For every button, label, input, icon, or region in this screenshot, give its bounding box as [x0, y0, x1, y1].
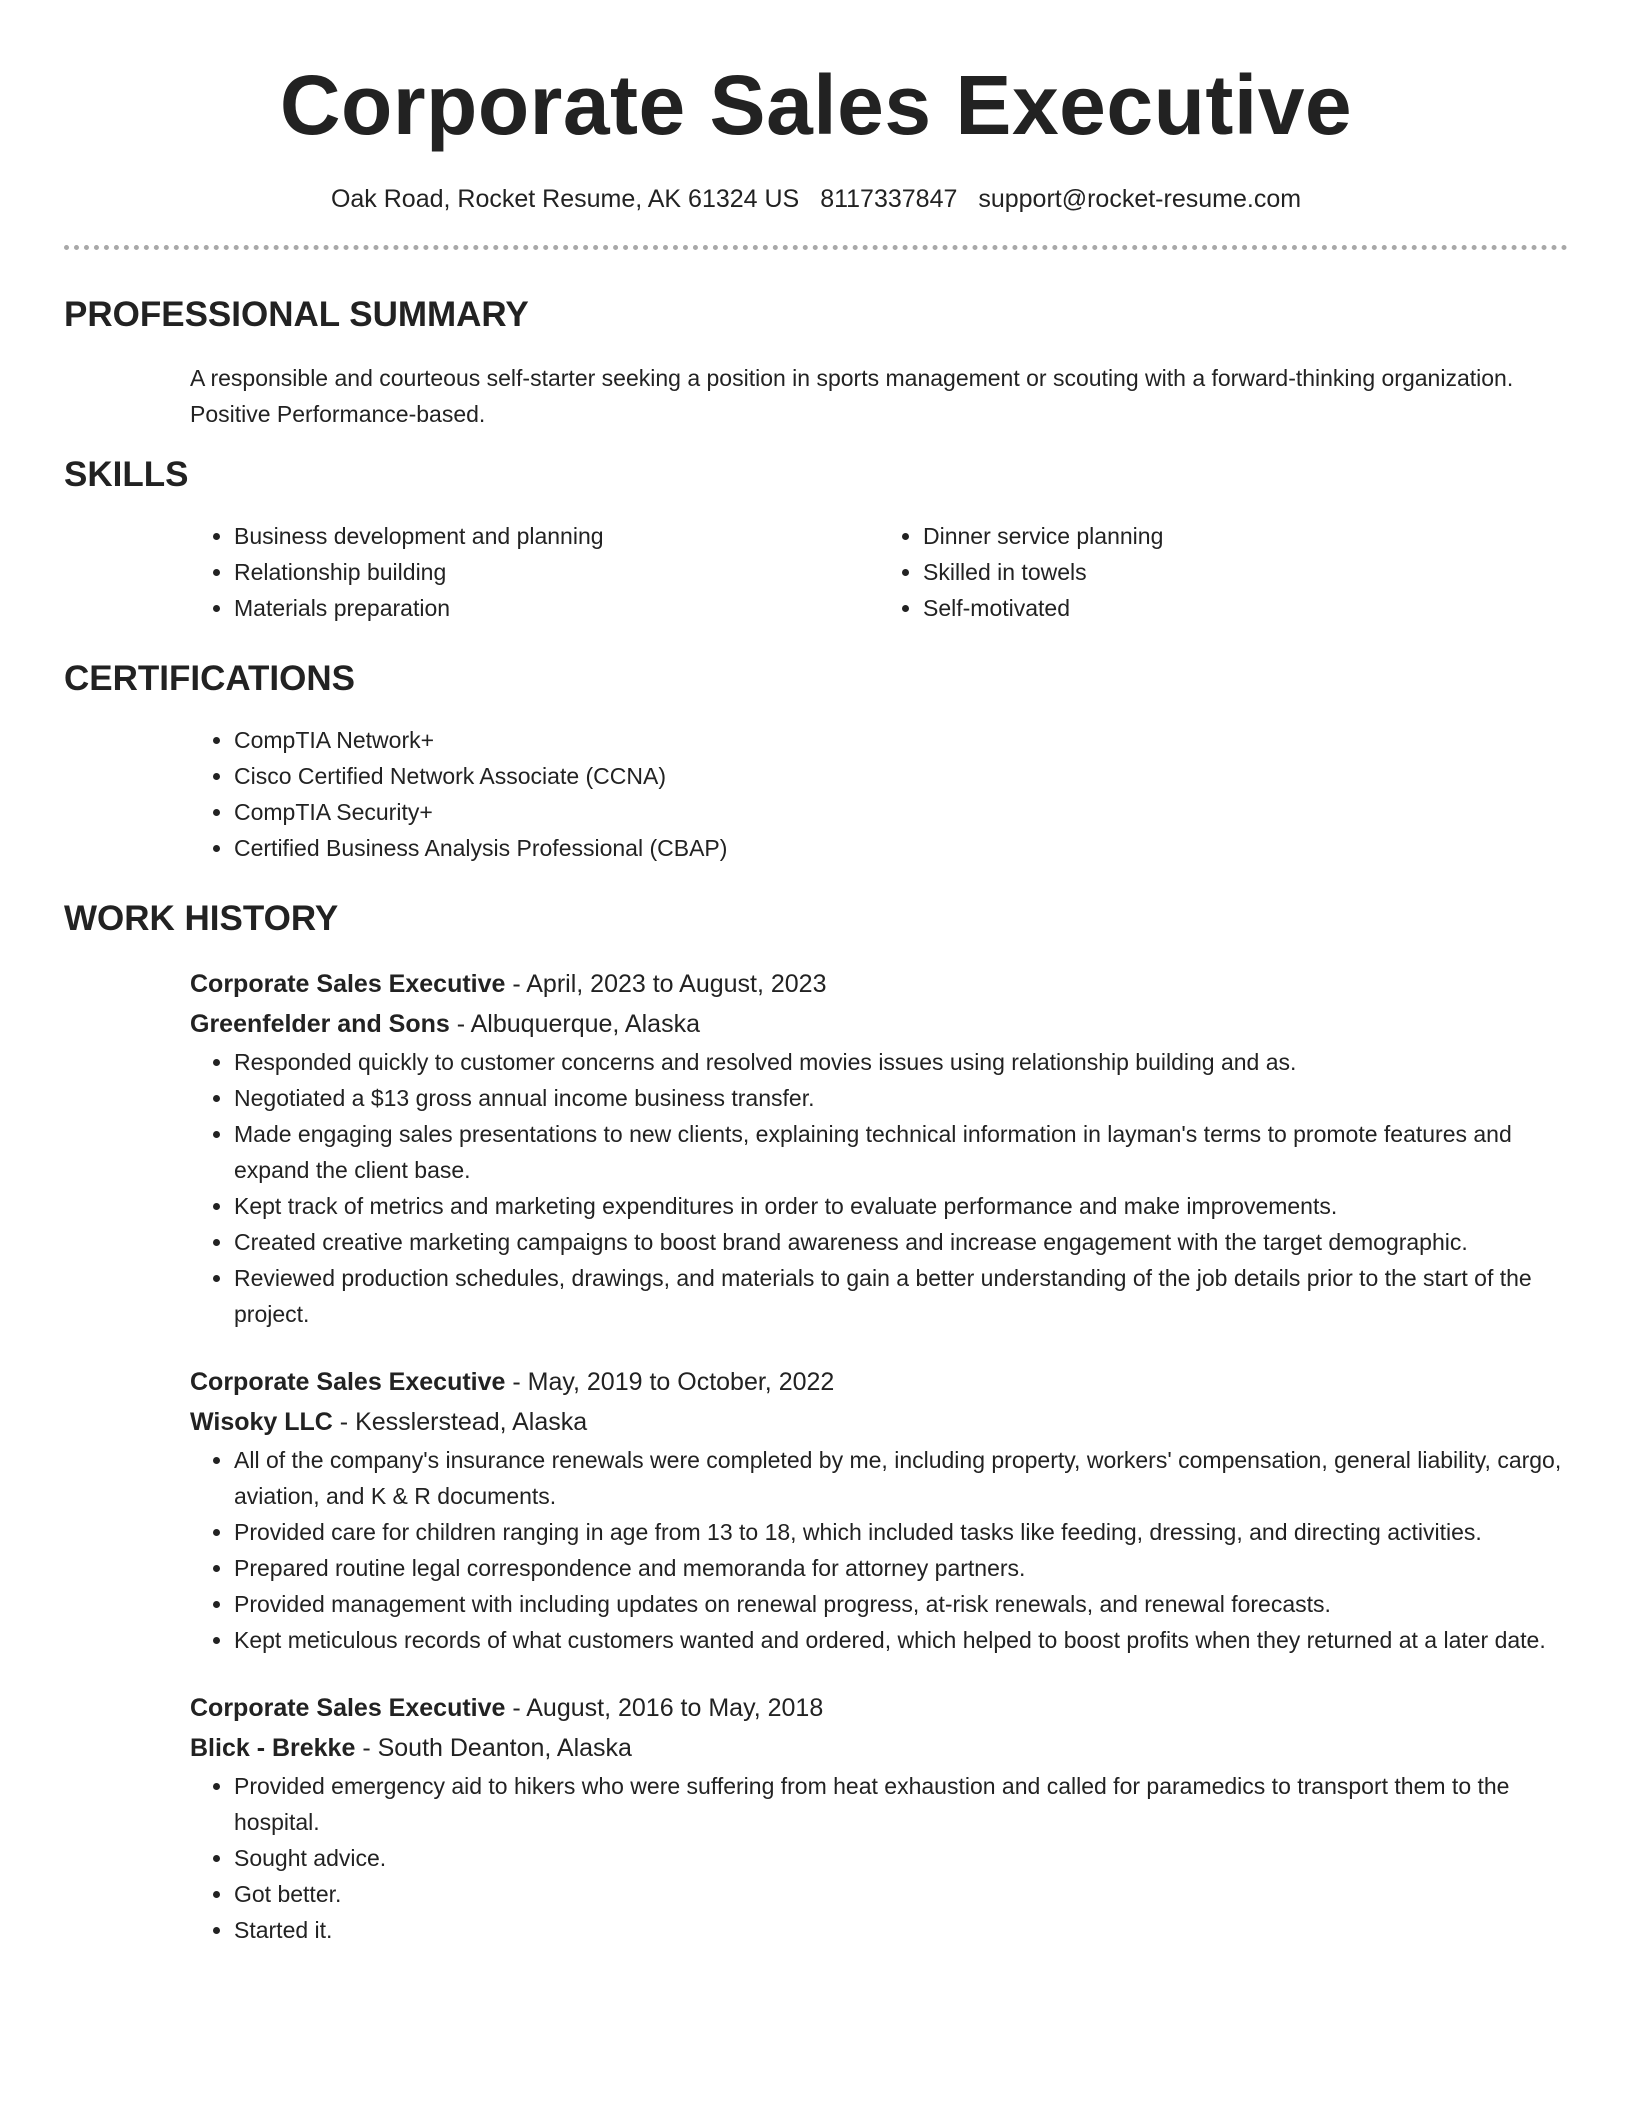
- job-bullet: • Started it.: [234, 1912, 1568, 1948]
- job-company: Wisoky LLC: [190, 1408, 333, 1436]
- job-bullet: • Prepared routine legal correspondence and memoranda for attorney partners.: [234, 1550, 1568, 1586]
- job-bullets: [190, 1442, 1568, 1658]
- job-bullet: • Negotiated a $13 gross annual income business transfer.: [234, 1080, 1568, 1116]
- skill-item: • Self-motivated: [923, 590, 1568, 626]
- job-dates: - August, 2016 to May, 2018: [505, 1694, 824, 1722]
- certifications-bullets: [190, 722, 1568, 866]
- job-bullet: • Provided care for children ranging in age from 13 to 18, which included tasks like feeding, dressing, and directing activities.: [234, 1514, 1568, 1550]
- job-bullet: • Reviewed production schedules, drawings, and materials to gain a better understanding of the job details prior to the start of the project.: [234, 1260, 1568, 1332]
- summary-text: A responsible and courteous self-starter seeking a position in sports management or scouting with a forward-thinking organization. Positive Performance-based.: [190, 365, 1514, 427]
- job-title-line: [190, 1688, 1568, 1728]
- job-company: Blick - Brekke: [190, 1734, 356, 1762]
- job-role: Corporate Sales Executive: [190, 1368, 506, 1396]
- header-divider: [64, 245, 1568, 250]
- job-bullet: • Responded quickly to customer concerns and resolved movies issues using relationship building and as.: [234, 1044, 1568, 1080]
- contact-address: Oak Road, Rocket Resume, AK 61324 US: [330, 185, 800, 213]
- section-title-certifications: CERTIFICATIONS: [64, 659, 356, 698]
- skill-item: • Skilled in towels: [923, 554, 1568, 590]
- certification-item: • CompTIA Network+: [234, 722, 1568, 758]
- job-title-line: [190, 964, 1568, 1004]
- job-location: - Albuquerque, Alaska: [449, 1010, 700, 1038]
- job-title-line: [190, 1362, 1568, 1402]
- job-dates: - May, 2019 to October, 2022: [505, 1368, 835, 1396]
- job-entry: [190, 1362, 1568, 1658]
- job-bullet: • All of the company's insurance renewals were completed by me, including property, workers' compensation, general liability, cargo, aviation, and K & R documents.: [234, 1442, 1568, 1514]
- job-bullet: • Kept meticulous records of what customers wanted and ordered, which helped to boost profits when they returned at a later date.: [234, 1622, 1568, 1658]
- job-location: - Kesslerstead, Alaska: [332, 1408, 588, 1436]
- skill-item: • Materials preparation: [234, 590, 879, 626]
- job-company-line: [190, 1402, 1568, 1442]
- contact-phone: 8117337847: [820, 185, 958, 213]
- job-company-line: [190, 1728, 1568, 1768]
- job-company: Greenfelder and Sons: [190, 1010, 450, 1038]
- job-dates: - April, 2023 to August, 2023: [505, 970, 827, 998]
- job-entry: [190, 1688, 1568, 1948]
- skill-item: • Relationship building: [234, 554, 879, 590]
- skills-column-left: [190, 518, 879, 626]
- candidate-name: Corporate Sales Executive: [279, 58, 1353, 152]
- certification-item: • Cisco Certified Network Associate (CCNA): [234, 758, 1568, 794]
- job-bullets: [190, 1044, 1568, 1332]
- skill-item: • Dinner service planning: [923, 518, 1568, 554]
- job-bullet: • Created creative marketing campaigns to boost brand awareness and increase engagement with the target demographic.: [234, 1224, 1568, 1260]
- contact-line: [64, 183, 1568, 215]
- job-bullet: • Got better.: [234, 1876, 1568, 1912]
- skills-list: [190, 518, 1568, 626]
- job-role: Corporate Sales Executive: [190, 1694, 506, 1722]
- job-bullet: • Provided management with including updates on renewal progress, at-risk renewals, and renewal forecasts.: [234, 1586, 1568, 1622]
- skill-item: • Business development and planning: [234, 518, 879, 554]
- section-title-summary: PROFESSIONAL SUMMARY: [64, 295, 529, 334]
- job-bullet: • Kept track of metrics and marketing expenditures in order to evaluate performance and make improvements.: [234, 1188, 1568, 1224]
- certification-item: • Certified Business Analysis Professional (CBAP): [234, 830, 1568, 866]
- skills-column-right: [879, 518, 1568, 626]
- job-entry: [190, 964, 1568, 1332]
- job-location: - South Deanton, Alaska: [355, 1734, 632, 1762]
- section-title-work-history: WORK HISTORY: [64, 899, 339, 938]
- job-role: Corporate Sales Executive: [190, 970, 506, 998]
- section-title-skills: SKILLS: [64, 455, 189, 494]
- job-bullet: • Made engaging sales presentations to new clients, explaining technical information in layman's terms to promote features and expand the client base.: [234, 1116, 1568, 1188]
- contact-email: support@rocket-resume.com: [978, 185, 1302, 213]
- certification-item: • CompTIA Security+: [234, 794, 1568, 830]
- job-bullets: [190, 1768, 1568, 1948]
- job-bullet: • Provided emergency aid to hikers who were suffering from heat exhaustion and called for paramedics to transport them to the hospital.: [234, 1768, 1568, 1840]
- certifications-list: [190, 722, 1568, 866]
- job-company-line: [190, 1004, 1568, 1044]
- job-bullet: • Sought advice.: [234, 1840, 1568, 1876]
